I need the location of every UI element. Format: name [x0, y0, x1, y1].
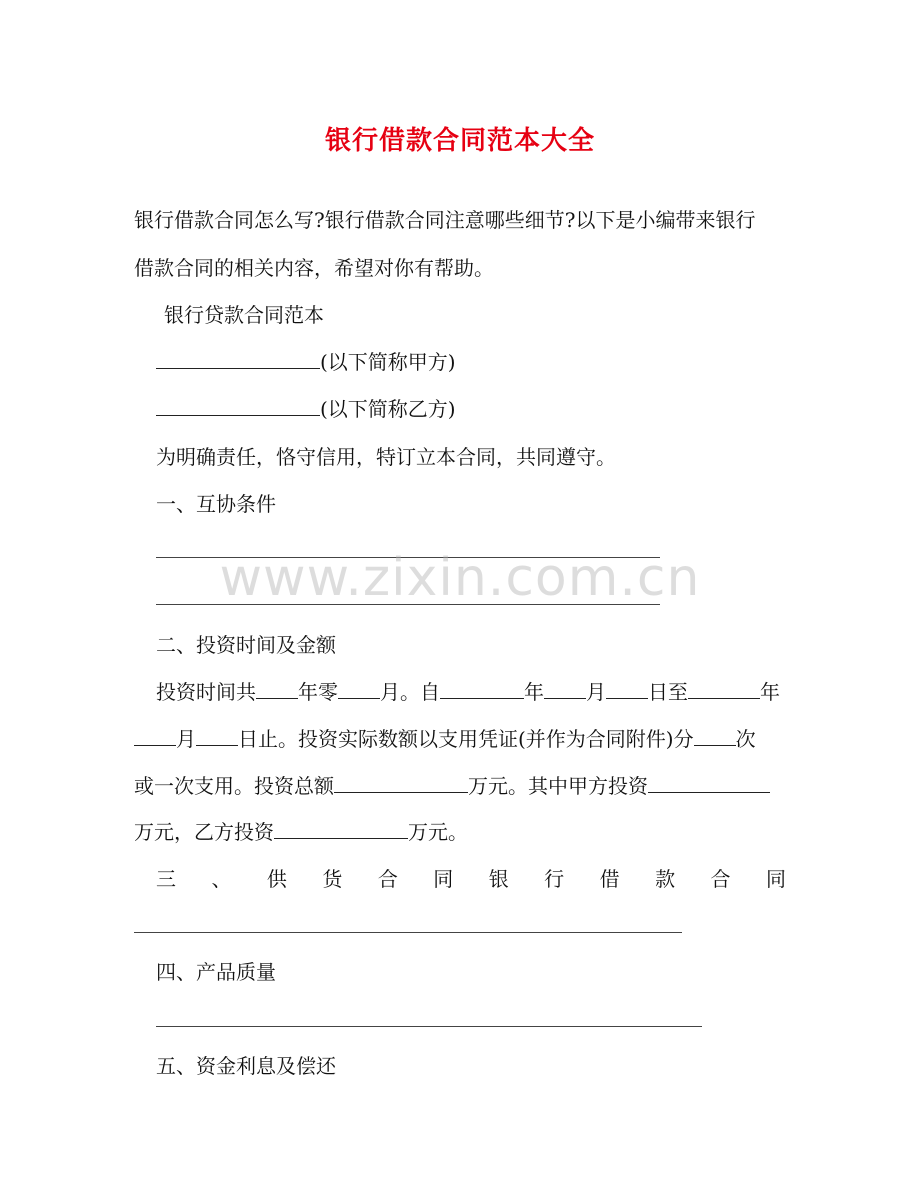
section-3-char: 同 — [433, 867, 454, 891]
section-3-char: 银 — [488, 867, 509, 891]
party-b-label: (以下简称乙方) — [320, 397, 456, 421]
invest-text-7: 年 — [760, 680, 780, 704]
intro-line-1: 银行借款合同怎么写?银行借款合同注意哪些细节?以下是小编带来银行 — [134, 208, 756, 232]
party-b-line — [156, 395, 456, 423]
section-3-char: 合 — [710, 867, 731, 891]
blank-installments — [694, 725, 736, 746]
section-3-char: 供 — [266, 867, 287, 891]
section-4-blank-line — [156, 1026, 702, 1027]
section-3-char: 合 — [377, 867, 398, 891]
section-3-char: 行 — [544, 867, 565, 891]
blank-end-day — [196, 725, 238, 746]
invest-text-5: 月 — [586, 680, 606, 704]
blank-start-year — [440, 678, 524, 699]
section-5-heading: 五、资金利息及偿还 — [156, 1054, 336, 1078]
invest-text-6: 日至 — [648, 680, 688, 704]
blank-start-month — [544, 678, 586, 699]
invest-text-9: 日止。投资实际数额以支用凭证(并作为合同附件)分 — [238, 727, 694, 751]
section-1-blank-line-1 — [156, 557, 660, 558]
invest-text-12: 万元。其中甲方投资 — [468, 774, 648, 798]
section-3-char: 货 — [322, 867, 343, 891]
section-1-heading: 一、互协条件 — [156, 492, 276, 516]
section-4-heading: 四、产品质量 — [156, 960, 276, 984]
preamble: 为明确责任，恪守信用，特订立本合同，共同遵守。 — [156, 445, 616, 469]
section-3-char: 三 — [156, 867, 176, 891]
section-3-heading — [156, 865, 786, 893]
invest-text-14: 万元。 — [408, 820, 468, 844]
blank-end-year — [688, 678, 760, 699]
blank-party-b-amount — [274, 818, 408, 839]
contract-subtitle: 银行贷款合同范本 — [164, 303, 324, 327]
section-2-heading: 二、投资时间及金额 — [156, 633, 336, 657]
blank-start-day — [606, 678, 648, 699]
section-1-blank-line-2 — [156, 604, 660, 605]
section-3-char: 借 — [599, 867, 620, 891]
party-a-blank — [156, 348, 320, 369]
blank-years — [256, 678, 298, 699]
section-3-blank-line — [134, 932, 682, 933]
invest-line-3 — [134, 772, 770, 800]
invest-line-4 — [134, 818, 468, 846]
invest-text-1: 投资时间共 — [156, 680, 256, 704]
invest-text-4: 年 — [524, 680, 544, 704]
invest-line-2 — [134, 725, 756, 753]
invest-text-10: 次 — [735, 727, 756, 751]
party-a-line — [156, 348, 456, 376]
blank-party-a-amount — [648, 772, 770, 793]
section-3-char: 同 — [765, 867, 786, 891]
invest-text-13: 万元，乙方投资 — [134, 820, 274, 844]
document-title: 银行借款合同范本大全 — [324, 126, 595, 156]
blank-total-amount — [334, 772, 468, 793]
watermark: www.zixin.com.cn — [219, 548, 701, 608]
invest-text-8: 月 — [176, 727, 196, 751]
invest-text-2: 年零 — [298, 680, 338, 704]
invest-text-3: 月。自 — [380, 680, 440, 704]
blank-end-month — [134, 725, 176, 746]
invest-text-11: 或一次支用。投资总额 — [134, 774, 334, 798]
party-b-blank — [156, 395, 320, 416]
section-3-char: 、 — [211, 867, 232, 891]
blank-months — [338, 678, 380, 699]
party-a-label: (以下简称甲方) — [320, 350, 456, 374]
intro-line-2: 借款合同的相关内容，希望对你有帮助。 — [134, 256, 494, 280]
section-3-char: 款 — [655, 867, 676, 891]
invest-line-1 — [156, 678, 780, 706]
